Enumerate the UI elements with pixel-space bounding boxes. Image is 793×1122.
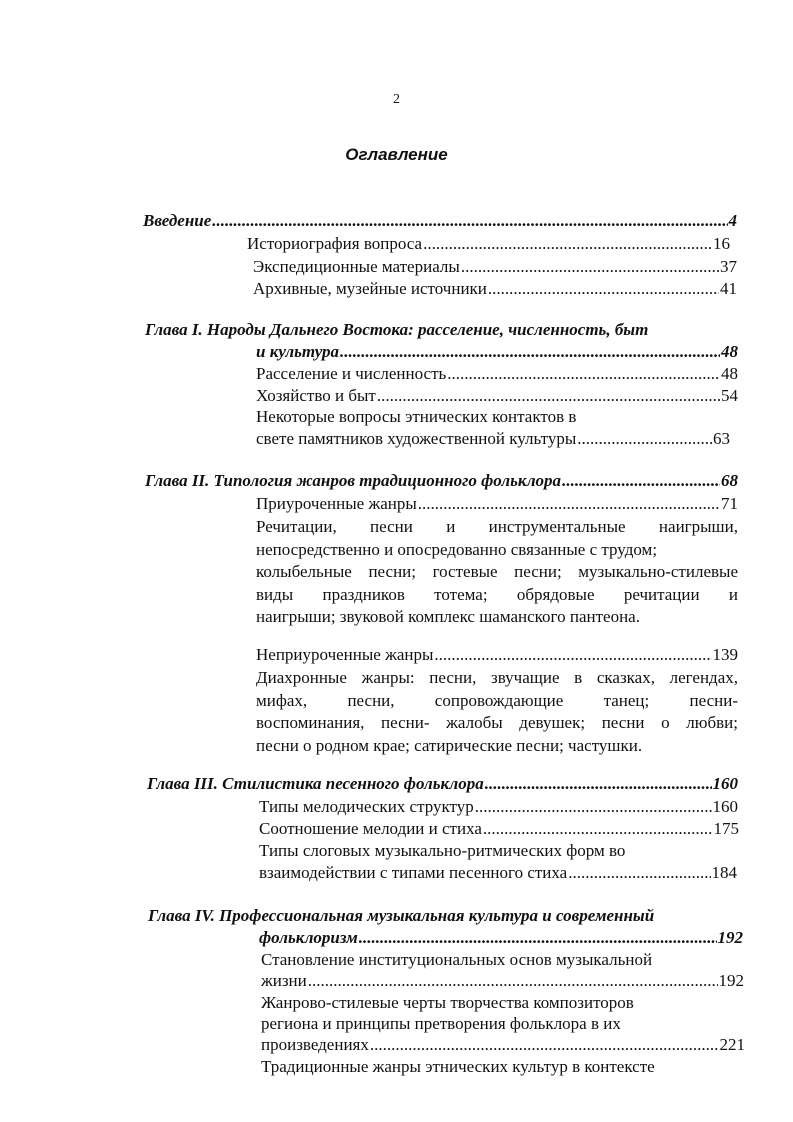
description-line: Речитации, песни и инструментальные наигрыши,	[256, 517, 738, 536]
leader-dots	[568, 862, 710, 884]
leader-dots	[370, 1034, 719, 1056]
description-line: непосредственно и опосредованно связанные с трудом;	[256, 539, 658, 559]
toc-entry-page: 184	[711, 863, 737, 882]
toc-entry[interactable]	[256, 428, 730, 450]
description-line: Диахронные жанры: песни, звучащие в сказках, легендах,	[256, 668, 738, 687]
leader-dots	[447, 363, 720, 385]
toc-entry-page: 16	[713, 234, 730, 253]
leader-dots	[483, 818, 713, 840]
page-number: 2	[393, 92, 400, 107]
toc-entry[interactable]	[256, 385, 738, 407]
toc-entry[interactable]	[253, 256, 737, 278]
toc-entry-text[interactable]: Некоторые вопросы этнических контактов в	[256, 407, 577, 426]
description-line: песни о родном крае; сатирические песни; частушки.	[256, 735, 643, 755]
leader-dots	[423, 233, 712, 255]
description-line: виды праздников тотема; обрядовые речитации и	[256, 584, 738, 604]
toc-entry[interactable]	[253, 278, 737, 300]
leader-dots	[577, 428, 712, 450]
toc-entry-page: 192	[718, 971, 744, 990]
toc-entry-page: 160	[712, 797, 738, 816]
toc-entry[interactable]	[256, 493, 738, 515]
toc-entry-page: 160	[712, 774, 738, 793]
toc-title: Оглавление	[345, 145, 448, 164]
description-line: воспоминания, песни- жалобы девушек; песни о любви;	[256, 713, 738, 732]
leader-dots	[377, 385, 720, 407]
chapter-4-title[interactable]: Глава IV. Профессиональная музыкальная культура и современный	[148, 906, 655, 925]
leader-dots	[308, 970, 718, 992]
toc-entry-label: произведениях	[261, 1035, 369, 1054]
leader-dots	[562, 470, 720, 492]
toc-entry-label: жизни	[261, 971, 307, 990]
description-line: мифах, песни, сопровождающие танец; песни-	[256, 690, 738, 710]
toc-entry-page: 4	[728, 211, 737, 230]
toc-entry-page: 175	[713, 819, 739, 838]
leader-dots	[418, 493, 720, 515]
toc-entry-label: Архивные, музейные источники	[253, 279, 487, 298]
toc-entry-label: Историография вопроса	[247, 234, 423, 253]
toc-entry-chapter-3[interactable]	[147, 773, 738, 795]
toc-entry[interactable]	[259, 818, 739, 840]
toc-entry[interactable]	[259, 796, 738, 818]
toc-entry-label: Глава II. Типология жанров традиционного фольклора	[145, 471, 562, 490]
toc-entry-page: 63	[713, 429, 730, 448]
chapter-1-title[interactable]: Глава I. Народы Дальнего Востока: расселение, численность, быт	[145, 320, 649, 339]
toc-entry-page: 221	[719, 1035, 745, 1054]
toc-entry-label: свете памятников художественной культуры	[256, 429, 577, 448]
leader-dots	[485, 773, 712, 795]
toc-entry-label: Типы мелодических структур	[259, 797, 474, 816]
toc-entry-label: Соотношение мелодии и стиха	[259, 819, 482, 838]
toc-entry-label: фольклоризм	[259, 928, 358, 947]
toc-entry-page: 68	[721, 471, 738, 490]
toc-entry[interactable]	[247, 233, 730, 255]
genre-description	[256, 516, 738, 629]
description-line: колыбельные песни; гостевые песни; музыкально-стилевые	[256, 562, 738, 581]
toc-entry-chapter-2[interactable]	[145, 470, 738, 492]
leader-dots	[488, 278, 719, 300]
toc-entry-label: Неприуроченные жанры	[256, 645, 434, 664]
toc-entry-page: 37	[720, 257, 737, 276]
toc-entry-text[interactable]: Типы слоговых музыкально-ритмических форм во	[259, 841, 626, 860]
toc-entry-page: 71	[721, 494, 738, 513]
toc-entry-page: 48	[721, 364, 738, 383]
leader-dots	[475, 796, 712, 818]
toc-entry-chapter-4[interactable]	[259, 927, 743, 949]
leader-dots	[434, 644, 711, 666]
leader-dots	[461, 256, 719, 278]
toc-entry[interactable]	[259, 862, 737, 884]
toc-entry[interactable]	[256, 363, 738, 385]
toc-entry-text[interactable]: Становление институциональных основ музыкальной	[261, 950, 653, 969]
toc-entry-label: Введение	[143, 211, 212, 230]
toc-entry-label: взаимодействии с типами песенного стиха	[259, 863, 568, 882]
toc-entry-text[interactable]: Жанрово-стилевые черты творчества композиторов	[261, 993, 634, 1012]
toc-entry-page: 48	[721, 342, 738, 361]
toc-entry-text[interactable]: региона и принципы претворения фольклора в их	[261, 1014, 621, 1033]
toc-entry[interactable]	[261, 1034, 745, 1056]
toc-entry-intro[interactable]	[143, 210, 737, 232]
toc-entry-page: 54	[721, 386, 738, 405]
toc-entry-label: Экспедиционные материалы	[253, 257, 460, 276]
toc-entry-page: 192	[717, 928, 743, 947]
toc-entry-page: 139	[712, 645, 738, 664]
toc-entry-label: Приуроченные жанры	[256, 494, 417, 513]
toc-entry-page: 41	[720, 279, 737, 298]
toc-entry-label: и культура	[256, 342, 340, 361]
toc-entry-text[interactable]: Традиционные жанры этнических культур в контексте	[261, 1057, 655, 1076]
description-line: наигрыши; звуковой комплекс шаманского пантеона.	[256, 607, 640, 626]
toc-entry-label: Расселение и численность	[256, 364, 447, 383]
toc-entry-label: Глава III. Стилистика песенного фольклора	[147, 774, 484, 793]
genre-description	[256, 667, 738, 757]
leader-dots	[359, 927, 717, 949]
toc-entry-chapter-1[interactable]	[256, 341, 738, 363]
leader-dots	[340, 341, 720, 363]
leader-dots	[212, 210, 727, 232]
toc-entry[interactable]	[256, 644, 738, 666]
toc-entry[interactable]	[261, 970, 744, 992]
toc-entry-label: Хозяйство и быт	[256, 386, 376, 405]
